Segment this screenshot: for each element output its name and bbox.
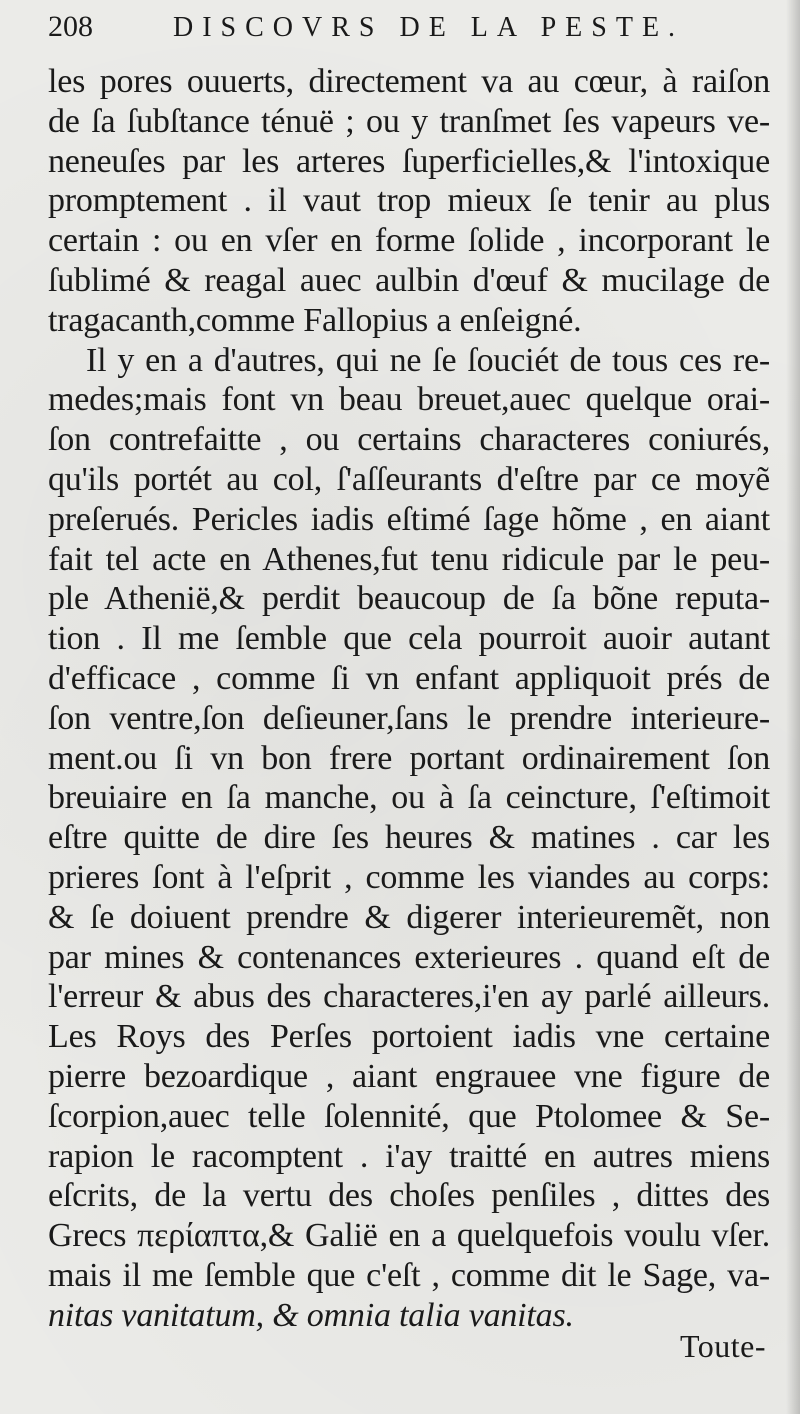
text-line: promptement . il vaut trop mieux ſe tenir au plus	[48, 182, 770, 220]
text-line: ſon ventre,ſon deſieuner,ſans le prendre interieure-	[48, 699, 770, 737]
text-line: breuiaire en ſa manche, ou à ſa ceincture, ſ'eſtimoit	[48, 779, 770, 817]
text-line: les pores ouuerts, directement va au cœur, à raiſon	[48, 63, 770, 100]
text-line: l'erreur & abus des characteres,i'en ay parlé ailleurs.	[48, 978, 770, 1016]
text-line: ple Athenië,& perdit beaucoup de ſa bõne reputa-	[48, 580, 770, 618]
text-line: qu'ils portét au col, ſ'aſſeurants d'eſtre par ce moyẽ	[48, 460, 770, 498]
text-line: ment.ou ſi vn bon frere portant ordinairement ſon	[48, 739, 770, 777]
text-line: neneuſes par les arteres ſuperficielles,& l'intoxique	[48, 142, 770, 180]
text-line: d'efficace , comme ſi vn enfant appliquoit prés de	[48, 659, 770, 697]
text-line: medes;mais font vn beau breuet,auec quelque orai-	[48, 381, 770, 419]
text-line: Grecs περίαπτα,& Galië en a quelquefois voulu vſer.	[48, 1217, 770, 1255]
text-line: pierre bezoardique , aiant engrauee vne figure de	[48, 1057, 770, 1095]
running-head	[48, 10, 760, 56]
text-line: de ſa ſubſtance ténuë ; ou y tranſmet ſes vapeurs ve-	[48, 102, 770, 140]
text-line: tion . Il me ſemble que cela pourroit auoir autant	[48, 620, 770, 658]
text-line: eſtre quitte de dire ſes heures & matines . car les	[48, 819, 770, 857]
text-line: mais il me ſemble que c'eſt , comme dit le Sage, va-	[48, 1256, 770, 1294]
page-number: 208	[48, 10, 93, 43]
text-line: ſon contrefaitte , ou certains characteres coniurés,	[48, 421, 770, 459]
text-line: eſcrits, de la vertu des choſes penſiles , dittes des	[48, 1177, 770, 1215]
text-line: & ſe doiuent prendre & digerer interieuremẽt, non	[48, 898, 770, 936]
running-title: DISCOVRS DE LA PESTE.	[173, 12, 685, 43]
page-edge-shadow	[786, 0, 800, 1414]
text-line: preſerués. Pericles iadis eſtimé ſage hõme , en aiant	[48, 500, 770, 538]
body-text	[48, 62, 770, 1336]
text-line: par mines & contenances exterieures . quand eſt de	[48, 938, 770, 976]
paragraph-start-line: Il y en a d'autres, qui ne ſe ſouciét de tous ces re-	[86, 341, 770, 379]
catchword: Toute-	[679, 1328, 766, 1364]
text-line: rapion le racomptent . i'ay traitté en autres miens	[48, 1137, 770, 1175]
text-line: ſcorpion,auec telle ſolennité, que Ptolomee & Se-	[48, 1097, 770, 1135]
text-line: tragacanth,comme Fallopius a enſeigné.	[48, 301, 582, 339]
text-line: ſublimé & reagal auec aulbin d'œuf & mucilage de	[48, 261, 770, 299]
text-line: certain : ou en vſer en forme ſolide , incorporant le	[48, 222, 770, 260]
text-line: prieres ſont à l'eſprit , comme les viandes au corps:	[48, 858, 770, 896]
text-line: Les Roys des Perſes portoient iadis vne certaine	[48, 1018, 770, 1056]
italic-quotation-line: nitas vanitatum, & omnia talia vanitas.	[48, 1296, 574, 1334]
text-line: fait tel acte en Athenes,fut tenu ridicule par le peu-	[48, 540, 770, 578]
